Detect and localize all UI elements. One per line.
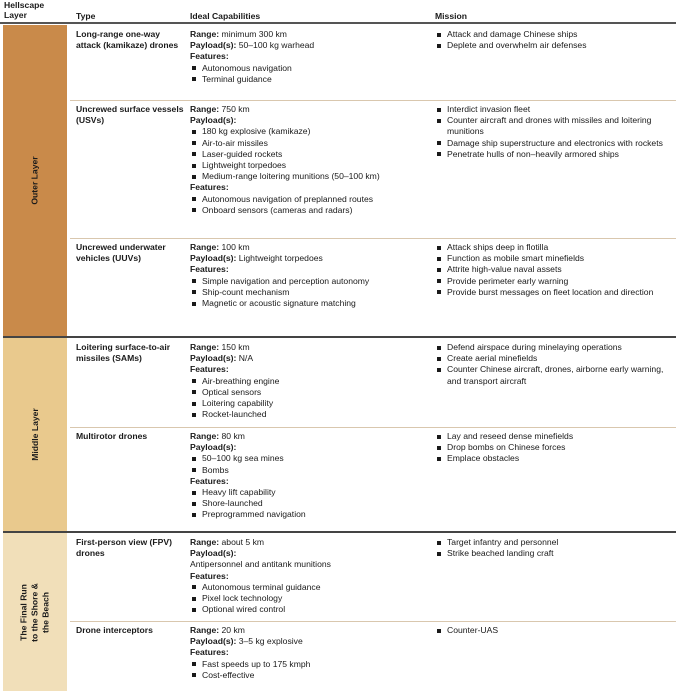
payload-item: Bombs [190, 465, 430, 476]
features-list [190, 63, 430, 85]
type-column-header: Type [76, 11, 96, 21]
feature-item: Optional wired control [190, 604, 430, 615]
features-list [190, 376, 430, 421]
mission-item: Penetrate hulls of non–heavily armored ships [435, 149, 675, 160]
payload-label: Payload(s): [190, 636, 237, 647]
missions [435, 29, 675, 51]
feature-item: Optical sensors [190, 387, 430, 398]
mission-item: Provide perimeter early warning [435, 276, 675, 287]
feature-item: Autonomous navigation [190, 63, 430, 74]
mission-column-header: Mission [435, 11, 467, 21]
features-label: Features: [190, 647, 229, 658]
payload-value: 3–5 kg explosive [238, 636, 303, 647]
capabilities [190, 242, 430, 309]
payload-value: 50–100 kg warhead [238, 40, 315, 51]
mission-item: Lay and reseed dense minefields [435, 431, 675, 442]
payload-label: Payload(s): [190, 40, 237, 51]
payload-label: Payload(s): [190, 442, 237, 453]
drone-type: Long-range one-way attack (kamikaze) drones [76, 29, 179, 50]
mission-list [435, 537, 675, 559]
mission-item: Provide burst messages on fleet location and direction [435, 287, 675, 298]
missions [435, 104, 675, 160]
features-label: Features: [190, 51, 229, 62]
features-list [190, 194, 430, 216]
payload-list [190, 126, 430, 182]
mission-list [435, 29, 675, 51]
payload-value: N/A [238, 353, 254, 364]
feature-item: Rocket-launched [190, 409, 430, 420]
mission-item: Drop bombs on Chinese forces [435, 442, 675, 453]
feature-item: Pixel lock technology [190, 593, 430, 604]
feature-item: Autonomous terminal guidance [190, 582, 430, 593]
outer-layer-label: Outer Layer [29, 156, 40, 205]
range-label: Range: [190, 342, 220, 352]
capabilities [190, 29, 430, 85]
feature-item: Ship-count mechanism [190, 287, 430, 298]
missions [435, 431, 675, 465]
features-label: Features: [190, 264, 229, 275]
payload-label: Payload(s): [190, 548, 237, 559]
drone-type: Loitering surface-to-air missiles (SAMs) [76, 342, 171, 363]
mission-list [435, 104, 675, 160]
range-label: Range: [190, 431, 220, 441]
drone-type: First-person view (FPV) drones [76, 537, 172, 558]
features-label: Features: [190, 364, 229, 375]
missions [435, 342, 675, 387]
table-row [70, 621, 676, 693]
drone-type: Uncrewed surface vessels (USVs) [76, 104, 184, 125]
mission-item: Damage ship superstructure and electronics with rockets [435, 138, 675, 149]
payload-item: Laser-guided rockets [190, 149, 430, 160]
table-row [70, 238, 676, 336]
feature-item: Autonomous navigation of preplanned routes [190, 194, 430, 205]
payload-item: 50–100 kg sea mines [190, 453, 430, 464]
mission-item: Function as mobile smart minefields [435, 253, 675, 264]
mission-item: Attack ships deep in flotilla [435, 242, 675, 253]
range-value: 80 km [221, 431, 245, 441]
range-label: Range: [190, 625, 220, 635]
mission-item: Create aerial minefields [435, 353, 675, 364]
features-label: Features: [190, 182, 229, 193]
features-list [190, 487, 430, 521]
table-row [70, 427, 676, 531]
capabilities [190, 537, 430, 615]
payload-value: Lightweight torpedoes [238, 253, 323, 264]
payload-list [190, 453, 430, 475]
range-value: minimum 300 km [221, 29, 287, 39]
payload-item: Lightweight torpedoes [190, 160, 430, 171]
capabilities-column-header: Ideal Capabilities [190, 11, 261, 21]
feature-item: Fast speeds up to 175 kmph [190, 659, 430, 670]
range-value: 100 km [221, 242, 250, 252]
mission-list [435, 625, 675, 636]
features-list [190, 582, 430, 616]
mission-item: Attrite high-value naval assets [435, 264, 675, 275]
missions [435, 242, 675, 298]
final-layer-band [3, 533, 67, 691]
table-row [70, 533, 676, 622]
capabilities [190, 431, 430, 521]
feature-item: Cost-effective [190, 670, 430, 681]
layer-column-header: Hellscape Layer [4, 0, 45, 20]
drone-type: Drone interceptors [76, 625, 153, 635]
capabilities [190, 625, 430, 681]
range-value: 750 km [221, 104, 250, 114]
mission-item: Target infantry and personnel [435, 537, 675, 548]
feature-item: Shore-launched [190, 498, 430, 509]
range-label: Range: [190, 29, 220, 39]
table-row [70, 338, 676, 428]
mission-item: Attack and damage Chinese ships [435, 29, 675, 40]
drone-type: Multirotor drones [76, 431, 148, 441]
feature-item: Preprogrammed navigation [190, 509, 430, 520]
mission-item: Defend airspace during minelaying operations [435, 342, 675, 353]
payload-item: 180 kg explosive (kamikaze) [190, 126, 430, 137]
feature-item: Onboard sensors (cameras and radars) [190, 205, 430, 216]
payload-label: Payload(s): [190, 115, 237, 126]
payload-value: Antipersonnel and antitank munitions [190, 559, 331, 570]
range-label: Range: [190, 104, 220, 114]
range-label: Range: [190, 242, 220, 252]
range-value: about 5 km [221, 537, 265, 547]
range-value: 150 km [221, 342, 250, 352]
mission-item: Counter aircraft and drones with missiles and loitering munitions [435, 115, 675, 137]
range-label: Range: [190, 537, 220, 547]
middle-layer-band [3, 338, 67, 531]
mission-item: Counter-UAS [435, 625, 675, 636]
features-list [190, 659, 430, 681]
range-value: 20 km [221, 625, 245, 635]
outer-layer-band [3, 25, 67, 336]
payload-label: Payload(s): [190, 353, 237, 364]
mission-item: Strike beached landing craft [435, 548, 675, 559]
final-layer-label: The Final Run to the Shore & the Beach [18, 582, 51, 642]
features-label: Features: [190, 475, 229, 486]
payload-label: Payload(s): [190, 253, 237, 264]
mission-list [435, 342, 675, 387]
payload-item: Medium-range loitering munitions (50–100 km) [190, 171, 430, 182]
missions [435, 537, 675, 559]
feature-item: Air-breathing engine [190, 376, 430, 387]
features-list [190, 276, 430, 310]
mission-item: Emplace obstacles [435, 453, 675, 464]
feature-item: Simple navigation and perception autonomy [190, 276, 430, 287]
mission-item: Counter Chinese aircraft, drones, airborne early warning, and transport aircraft [435, 364, 675, 386]
table-row [70, 25, 676, 101]
mission-list [435, 431, 675, 465]
missions [435, 625, 675, 636]
feature-item: Magnetic or acoustic signature matching [190, 298, 430, 309]
feature-item: Loitering capability [190, 398, 430, 409]
payload-item: Air-to-air missiles [190, 138, 430, 149]
mission-item: Interdict invasion fleet [435, 104, 675, 115]
feature-item: Terminal guidance [190, 74, 430, 85]
features-label: Features: [190, 570, 229, 581]
mission-item: Deplete and overwhelm air defenses [435, 40, 675, 51]
middle-layer-label: Middle Layer [29, 408, 40, 461]
capabilities [190, 342, 430, 420]
drone-type: Uncrewed underwater vehicles (UUVs) [76, 242, 166, 263]
feature-item: Heavy lift capability [190, 487, 430, 498]
table-header [0, 0, 676, 24]
table-row [70, 100, 676, 239]
capabilities [190, 104, 430, 216]
mission-list [435, 242, 675, 298]
